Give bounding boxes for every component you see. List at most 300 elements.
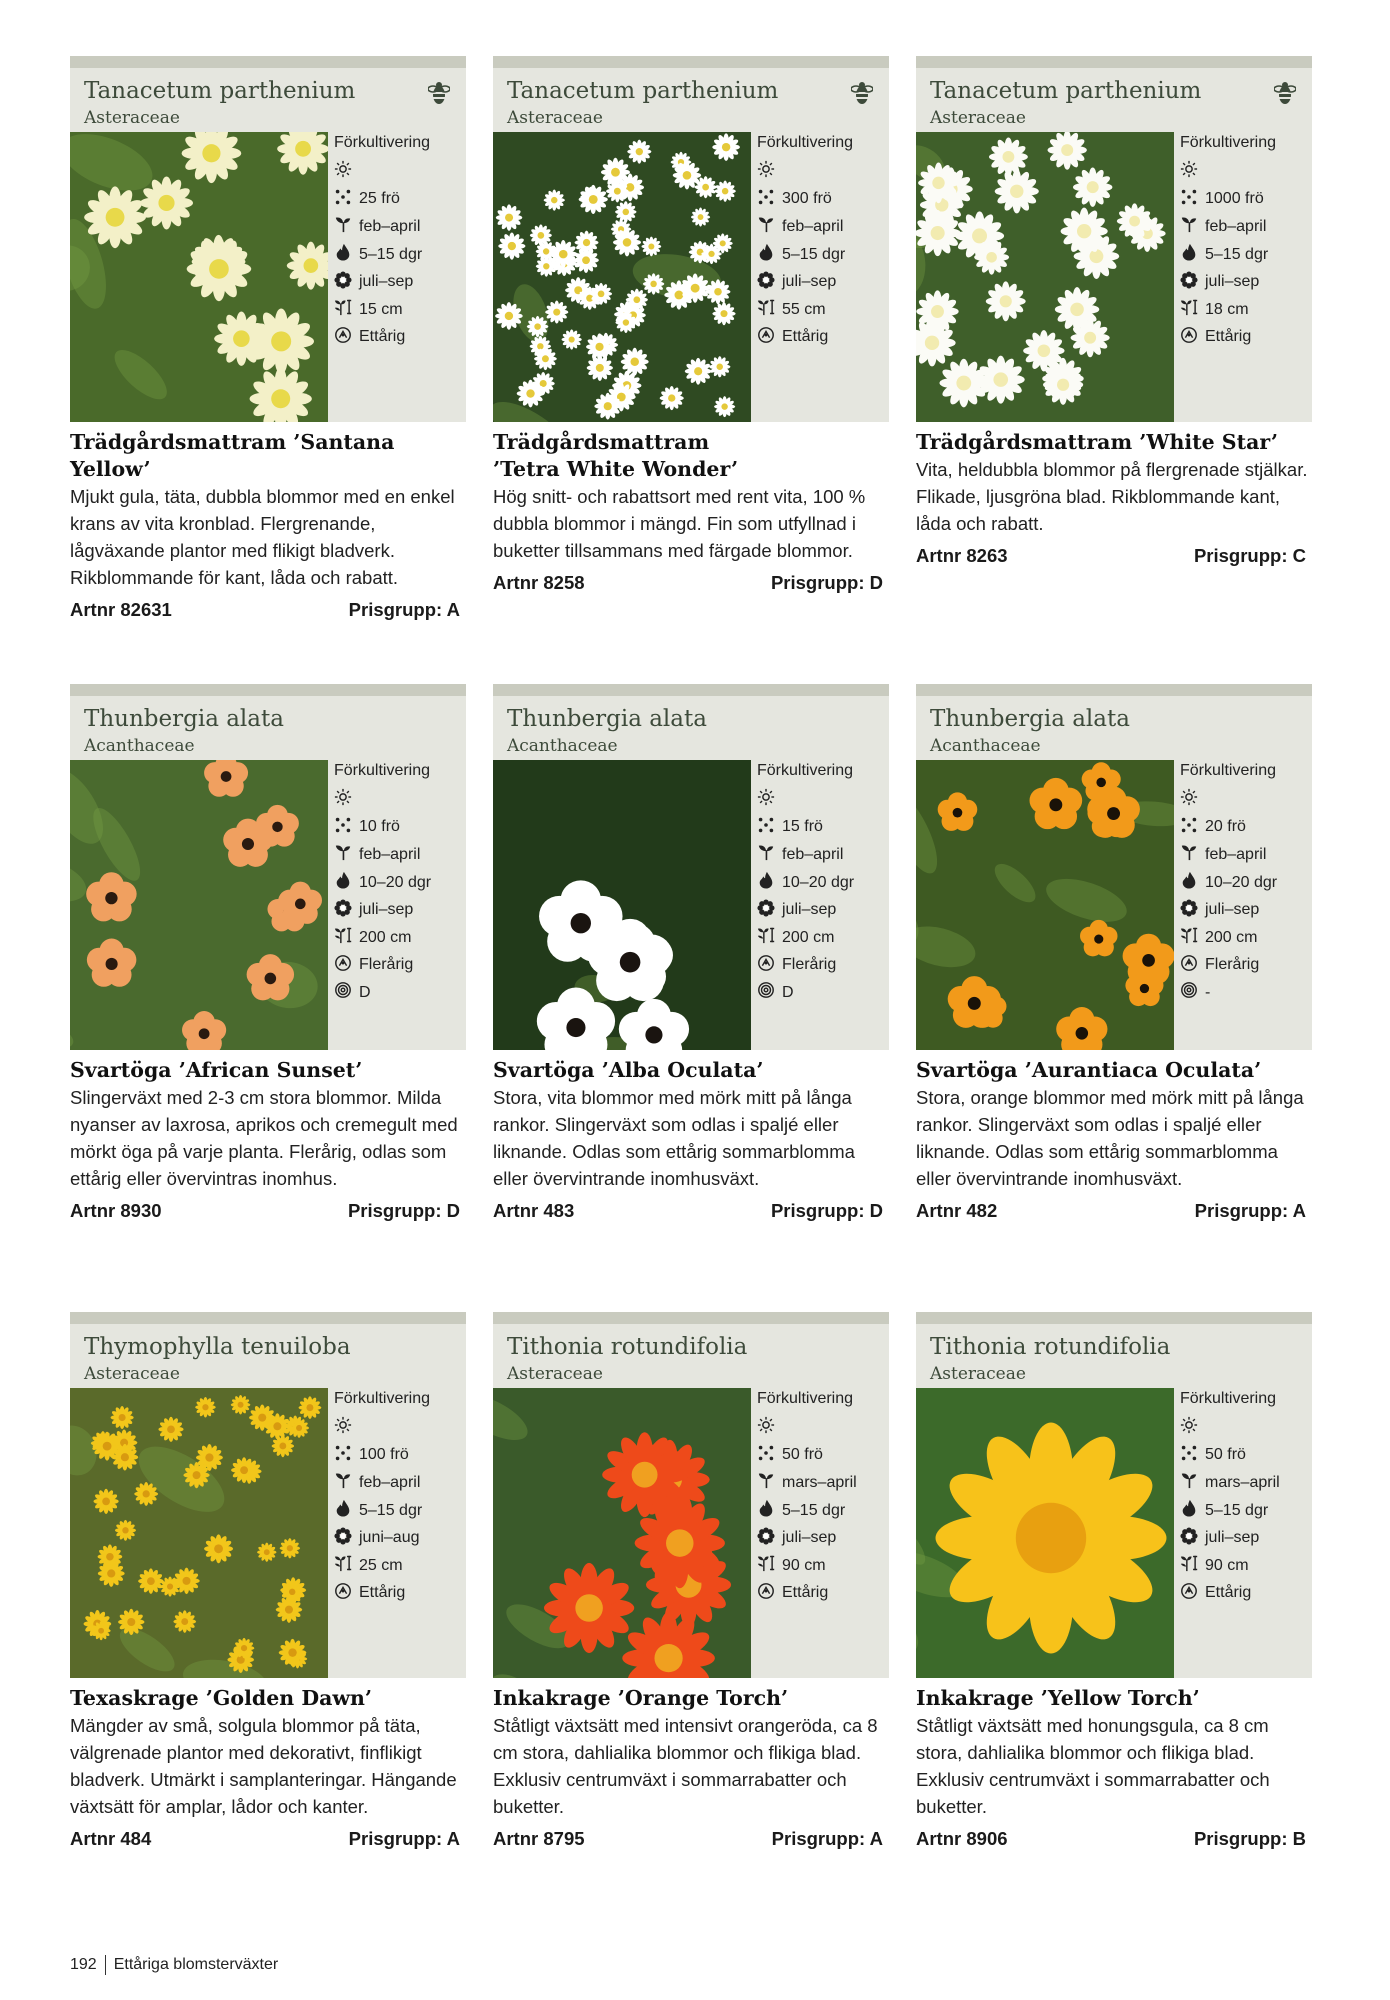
spec-seeds-value: 10 frö	[359, 818, 400, 836]
sowing-icon	[1180, 1471, 1205, 1494]
card-header	[70, 684, 466, 1050]
spec-temperature	[757, 1497, 887, 1525]
spec-seeds	[334, 814, 464, 842]
temp-icon	[334, 1499, 359, 1522]
plant-family: Acanthaceae	[507, 736, 618, 756]
spec-sowing-value: mars–april	[1205, 1473, 1280, 1491]
article-number: Artnr 483	[493, 1200, 575, 1221]
sowing-icon	[757, 215, 782, 238]
sun-icon	[1180, 160, 1205, 183]
sun-icon	[757, 160, 782, 183]
flower-icon	[334, 271, 359, 294]
spec-lifecycle	[1180, 1580, 1310, 1608]
product-name-line1: Inkakrage ’Orange Torch’	[493, 1686, 789, 1710]
seeds-icon	[1180, 816, 1205, 839]
product-name-line1: Svartöga ’Aurantiaca Oculata’	[916, 1058, 1262, 1082]
spec-lifecycle	[334, 952, 464, 980]
seeds-icon	[1180, 1444, 1205, 1467]
sun-icon	[757, 788, 782, 811]
product-photo	[916, 132, 1174, 422]
latin-name: Thymophylla tenuiloba	[84, 1334, 351, 1360]
product-name	[70, 1685, 466, 1712]
temp-icon	[1180, 243, 1205, 266]
spec-heading: Förkultivering	[757, 762, 854, 779]
card-header	[493, 1312, 889, 1678]
seeds-icon	[334, 816, 359, 839]
spec-temperature	[1180, 241, 1310, 269]
product-name	[70, 429, 466, 483]
sowing-icon	[757, 843, 782, 866]
product-meta	[70, 599, 466, 621]
seeds-icon	[1180, 188, 1205, 211]
sowing-icon	[334, 215, 359, 238]
product-name	[70, 1057, 466, 1084]
spec-temperature	[757, 869, 887, 897]
spec-seeds-value: 1000 frö	[1205, 190, 1264, 208]
product-name	[916, 429, 1312, 456]
flower-icon	[1180, 899, 1205, 922]
product-meta	[493, 572, 889, 594]
spec-sowing-value: feb–april	[359, 217, 421, 235]
spec-bloom-value: juli–sep	[359, 901, 414, 919]
spec-height	[1180, 924, 1310, 952]
sowing-icon	[1180, 215, 1205, 238]
spec-height	[757, 1552, 887, 1580]
spec-list	[334, 1388, 464, 1607]
product-card	[70, 1312, 466, 1850]
spec-sowing	[1180, 841, 1310, 869]
spec-bloom	[757, 896, 887, 924]
spec-sowing	[757, 213, 887, 241]
spec-seeds-value: 20 frö	[1205, 818, 1246, 836]
price-group: Prisgrupp: A	[348, 1828, 460, 1849]
height-icon	[1180, 926, 1205, 949]
price-group: Prisgrupp: D	[347, 1200, 460, 1221]
spec-sowing	[757, 841, 887, 869]
bee-icon	[851, 80, 873, 106]
article-number: Artnr 8795	[493, 1828, 585, 1849]
spec-height	[334, 924, 464, 952]
price-group: Prisgrupp: C	[1193, 545, 1306, 566]
spec-sun	[334, 158, 464, 186]
spec-temperature-value: 5–15 dgr	[359, 1501, 423, 1519]
price-group: Prisgrupp: A	[1194, 1200, 1306, 1221]
product-card	[493, 56, 889, 594]
sun-icon	[1180, 1416, 1205, 1439]
spec-list	[334, 760, 464, 1007]
spec-heading: Förkultivering	[1180, 1390, 1277, 1407]
plant-family: Asteraceae	[930, 1364, 1026, 1384]
plant-family: Asteraceae	[84, 108, 180, 128]
card-header	[916, 1312, 1312, 1678]
article-number: Artnr 8263	[916, 545, 1008, 566]
plant-family: Asteraceae	[507, 108, 603, 128]
spec-bloom	[757, 268, 887, 296]
plant-family: Asteraceae	[930, 108, 1026, 128]
article-number: Artnr 8906	[916, 1828, 1008, 1849]
article-number: Artnr 8930	[70, 1200, 162, 1221]
spec-sowing	[757, 1469, 887, 1497]
spec-seeds-value: 100 frö	[359, 1446, 409, 1464]
sun-icon	[1180, 788, 1205, 811]
spec-lifecycle-value: Ettårig	[359, 1584, 406, 1602]
spec-lifecycle	[757, 1580, 887, 1608]
spec-heading: Förkultivering	[757, 134, 854, 151]
life-icon	[334, 1582, 359, 1605]
sowing-icon	[334, 1471, 359, 1494]
product-photo	[70, 132, 328, 422]
spec-bloom	[1180, 1524, 1310, 1552]
latin-name: Tanacetum parthenium	[84, 78, 356, 104]
spec-lifecycle-value: Flerårig	[359, 956, 414, 974]
price-group: Prisgrupp: A	[771, 1828, 883, 1849]
product-card	[916, 1312, 1312, 1850]
product-name	[493, 429, 889, 483]
spec-height-value: 90 cm	[782, 1556, 826, 1574]
article-number: Artnr 82631	[70, 599, 172, 620]
spec-height-value: 90 cm	[1205, 1556, 1249, 1574]
spec-sowing-value: feb–april	[359, 845, 421, 863]
spec-sowing	[1180, 1469, 1310, 1497]
spec-sowing-value: feb–april	[1205, 217, 1267, 235]
spec-seeds	[1180, 814, 1310, 842]
life-icon	[334, 326, 359, 349]
temp-icon	[334, 243, 359, 266]
product-description: Slingerväxt med 2-3 cm stora blommor. Milda nyanser av laxrosa, aprikos och cremegult med mörkt öga på varje planta. Flerårig, odlas som ettårig eller övervintras inomhus.	[70, 1087, 458, 1189]
spec-sun	[334, 1414, 464, 1442]
flower-icon	[757, 899, 782, 922]
height-icon	[334, 926, 359, 949]
spec-list	[1180, 132, 1310, 351]
spec-sun	[1180, 1414, 1310, 1442]
spec-sun	[334, 786, 464, 814]
spec-height-value: 200 cm	[782, 928, 835, 946]
product-meta	[493, 1200, 889, 1222]
plant-family: Asteraceae	[84, 1364, 180, 1384]
product-description: Ståtligt växtsätt med honungsgula, ca 8 cm stora, dahlialika blommor och flikiga blad. Exklusiv centrumväxt i sommarrabatter och buketter.	[916, 1715, 1270, 1817]
product-description: Stora, vita blommor med mörk mitt på långa rankor. Slingerväxt som odlas i spaljé eller liknande. Odlas som ettårig sommarblomma eller övervintrande inomhusväxt.	[493, 1087, 855, 1189]
seeds-icon	[757, 816, 782, 839]
product-name-line1: Trädgårdsmattram	[493, 430, 710, 454]
spec-sowing-value: mars–april	[782, 1473, 857, 1491]
latin-name: Tithonia rotundifolia	[930, 1334, 1171, 1360]
latin-name: Thunbergia alata	[507, 706, 707, 732]
spec-seeds-value: 15 frö	[782, 818, 823, 836]
product-photo	[916, 1388, 1174, 1678]
article-number: Artnr 482	[916, 1200, 998, 1221]
card-header	[916, 56, 1312, 422]
spec-lifecycle-value: Ettårig	[359, 328, 406, 346]
spec-height-value: 200 cm	[359, 928, 412, 946]
spec-lifecycle-value: Ettårig	[782, 1584, 829, 1602]
spec-sowing-value: feb–april	[782, 845, 844, 863]
sun-icon	[757, 1416, 782, 1439]
pot-icon	[1180, 981, 1205, 1004]
page-footer	[70, 1955, 278, 1975]
spec-temperature-value: 10–20 dgr	[782, 873, 855, 891]
article-number: Artnr 484	[70, 1828, 152, 1849]
spec-height	[334, 296, 464, 324]
product-card	[916, 56, 1312, 567]
spec-seeds	[334, 186, 464, 214]
bee-icon	[1274, 80, 1296, 106]
spec-sowing-value: feb–april	[1205, 845, 1267, 863]
spec-sun	[757, 786, 887, 814]
spec-lifecycle-value: Ettårig	[782, 328, 829, 346]
spec-list	[757, 1388, 887, 1607]
product-card	[70, 684, 466, 1222]
spec-heading: Förkultivering	[334, 134, 431, 151]
temp-icon	[334, 871, 359, 894]
spec-height	[757, 924, 887, 952]
spec-lifecycle-value: Flerårig	[782, 956, 837, 974]
product-meta	[916, 545, 1312, 567]
sowing-icon	[757, 1471, 782, 1494]
sowing-icon	[334, 843, 359, 866]
product-description: Stora, orange blommor med mörk mitt på långa rankor. Slingerväxt som odlas i spaljé eller liknande. Odlas som ettårig sommarblomma eller övervintrande inomhusväxt.	[916, 1087, 1304, 1189]
product-description: Mjukt gula, täta, dubbla blommor med en enkel krans av vita kronblad. Flergrenande, lågväxande plantor med flikigt bladverk. Rikblommande för kant, låda och rabatt.	[70, 486, 455, 588]
pot-icon	[334, 981, 359, 1004]
spec-sowing-value: feb–april	[359, 1473, 421, 1491]
product-name	[916, 1685, 1312, 1712]
product-meta	[70, 1828, 466, 1850]
flower-icon	[1180, 1527, 1205, 1550]
spec-sun	[757, 1414, 887, 1442]
product-card	[493, 684, 889, 1222]
product-name-line1: Trädgårdsmattram ’Santana Yellow’	[70, 430, 395, 481]
spec-lifecycle	[757, 324, 887, 352]
height-icon	[334, 1554, 359, 1577]
spec-lifecycle	[757, 952, 887, 980]
spec-sowing	[1180, 213, 1310, 241]
spec-sun	[1180, 786, 1310, 814]
seeds-icon	[334, 188, 359, 211]
spec-temperature-value: 5–15 dgr	[782, 1501, 846, 1519]
height-icon	[757, 298, 782, 321]
spec-temperature	[757, 241, 887, 269]
life-icon	[757, 1582, 782, 1605]
spec-temperature	[334, 869, 464, 897]
card-header	[70, 1312, 466, 1678]
price-group: Prisgrupp: D	[770, 1200, 883, 1221]
product-photo	[493, 132, 751, 422]
product-photo	[70, 1388, 328, 1678]
spec-bloom	[334, 1524, 464, 1552]
product-card	[493, 1312, 889, 1850]
flower-icon	[757, 271, 782, 294]
spec-bloom	[757, 1524, 887, 1552]
spec-sun	[1180, 158, 1310, 186]
height-icon	[334, 298, 359, 321]
card-header	[493, 56, 889, 422]
sun-icon	[334, 1416, 359, 1439]
spec-height	[1180, 1552, 1310, 1580]
plant-family: Acanthaceae	[930, 736, 1041, 756]
spec-seeds	[1180, 1442, 1310, 1470]
sun-icon	[334, 160, 359, 183]
page-number: 192	[70, 1956, 97, 1974]
product-meta	[70, 1200, 466, 1222]
pot-icon	[757, 981, 782, 1004]
spec-lifecycle	[1180, 952, 1310, 980]
spec-temperature	[1180, 869, 1310, 897]
plant-family: Asteraceae	[507, 1364, 603, 1384]
height-icon	[757, 1554, 782, 1577]
flower-icon	[334, 1527, 359, 1550]
spec-seeds-value: 50 frö	[1205, 1446, 1246, 1464]
product-name	[916, 1057, 1312, 1084]
spec-bloom-value: juli–sep	[782, 273, 837, 291]
spec-bloom-value: juli–sep	[359, 273, 414, 291]
spec-seeds	[757, 1442, 887, 1470]
life-icon	[1180, 1582, 1205, 1605]
spec-seeds-value: 25 frö	[359, 190, 400, 208]
spec-temperature-value: 5–15 dgr	[1205, 245, 1269, 263]
sowing-icon	[1180, 843, 1205, 866]
spec-bloom	[1180, 268, 1310, 296]
card-header	[916, 684, 1312, 1050]
plant-family: Acanthaceae	[84, 736, 195, 756]
spec-seeds	[1180, 186, 1310, 214]
bee-icon	[428, 80, 450, 106]
spec-lifecycle	[334, 324, 464, 352]
seeds-icon	[757, 1444, 782, 1467]
product-photo	[493, 1388, 751, 1678]
spec-heading: Förkultivering	[334, 762, 431, 779]
product-description: Hög snitt- och rabattsort med rent vita, 100 % dubbla blommor i mängd. Fin som utfyllnad i buketter tillsammans med färgade blommor.	[493, 486, 866, 561]
spec-lifecycle-value: Flerårig	[1205, 956, 1260, 974]
spec-bloom-value: juli–sep	[1205, 1529, 1260, 1547]
height-icon	[757, 926, 782, 949]
spec-heading: Förkultivering	[1180, 762, 1277, 779]
product-name-line2: ’Tetra White Wonder’	[493, 457, 739, 481]
life-icon	[334, 954, 359, 977]
temp-icon	[757, 871, 782, 894]
article-number: Artnr 8258	[493, 572, 585, 593]
spec-seeds-value: 50 frö	[782, 1446, 823, 1464]
spec-sowing	[334, 1469, 464, 1497]
spec-lifecycle	[1180, 324, 1310, 352]
height-icon	[1180, 298, 1205, 321]
spec-list	[334, 132, 464, 351]
spec-lifecycle	[334, 1580, 464, 1608]
spec-heading: Förkultivering	[757, 1390, 854, 1407]
height-icon	[1180, 1554, 1205, 1577]
product-photo	[916, 760, 1174, 1050]
spec-sun	[757, 158, 887, 186]
product-meta	[916, 1828, 1312, 1850]
spec-bloom-value: juli–sep	[782, 901, 837, 919]
product-card	[70, 56, 466, 621]
latin-name: Thunbergia alata	[930, 706, 1130, 732]
spec-temperature	[334, 1497, 464, 1525]
spec-temperature	[334, 241, 464, 269]
spec-list	[1180, 760, 1310, 1007]
product-name-line1: Trädgårdsmattram ’White Star’	[916, 430, 1279, 454]
life-icon	[757, 954, 782, 977]
latin-name: Tanacetum parthenium	[507, 78, 779, 104]
product-name-line1: Svartöga ’African Sunset’	[70, 1058, 363, 1082]
spec-temperature-value: 10–20 dgr	[1205, 873, 1278, 891]
spec-seeds	[334, 1442, 464, 1470]
seeds-icon	[757, 188, 782, 211]
life-icon	[1180, 326, 1205, 349]
sun-icon	[334, 788, 359, 811]
product-meta	[916, 1200, 1312, 1222]
product-card	[916, 684, 1312, 1222]
price-group: Prisgrupp: A	[348, 599, 460, 620]
latin-name: Tanacetum parthenium	[930, 78, 1202, 104]
spec-pot-size	[757, 979, 887, 1007]
spec-lifecycle-value: Ettårig	[1205, 1584, 1252, 1602]
spec-height	[1180, 296, 1310, 324]
product-meta	[493, 1828, 889, 1850]
spec-bloom	[1180, 896, 1310, 924]
spec-bloom	[334, 896, 464, 924]
flower-icon	[1180, 271, 1205, 294]
spec-height-value: 15 cm	[359, 300, 403, 318]
spec-temperature-value: 5–15 dgr	[359, 245, 423, 263]
product-photo	[493, 760, 751, 1050]
flower-icon	[757, 1527, 782, 1550]
spec-height-value: 200 cm	[1205, 928, 1258, 946]
spec-pot-size	[334, 979, 464, 1007]
spec-heading: Förkultivering	[334, 1390, 431, 1407]
spec-lifecycle-value: Ettårig	[1205, 328, 1252, 346]
spec-bloom-value: juli–sep	[782, 1529, 837, 1547]
latin-name: Tithonia rotundifolia	[507, 1334, 748, 1360]
temp-icon	[757, 1499, 782, 1522]
spec-seeds	[757, 186, 887, 214]
spec-temperature-value: 10–20 dgr	[359, 873, 432, 891]
spec-sowing	[334, 213, 464, 241]
spec-bloom-value: juli–sep	[1205, 273, 1260, 291]
temp-icon	[757, 243, 782, 266]
spec-pot-size-value: -	[1205, 983, 1211, 1001]
product-description: Mängder av små, solgula blommor på täta, välgrenade plantor med dekorativt, finflikigt bladverk. Utmärkt i samplanteringar. Hängande växtsätt för amplar, lådor och kanter.	[70, 1715, 457, 1817]
product-name	[493, 1057, 889, 1084]
temp-icon	[1180, 1499, 1205, 1522]
spec-height-value: 55 cm	[782, 300, 826, 318]
price-group: Prisgrupp: B	[1193, 1828, 1306, 1849]
spec-sowing	[334, 841, 464, 869]
section-name: Ettåriga blomsterväxter	[113, 1956, 279, 1974]
product-description: Vita, heldubbla blommor på flergrenade stjälkar. Flikade, ljusgröna blad. Rikblommande kant, låda och rabatt.	[916, 459, 1308, 534]
product-name-line1: Svartöga ’Alba Oculata’	[493, 1058, 764, 1082]
product-name	[493, 1685, 889, 1712]
spec-list	[1180, 1388, 1310, 1607]
spec-pot-size	[1180, 979, 1310, 1007]
latin-name: Thunbergia alata	[84, 706, 284, 732]
product-name-line1: Texaskrage ’Golden Dawn’	[70, 1686, 373, 1710]
flower-icon	[334, 899, 359, 922]
seeds-icon	[334, 1444, 359, 1467]
price-group: Prisgrupp: D	[770, 572, 883, 593]
product-name-line1: Inkakrage ’Yellow Torch’	[916, 1686, 1200, 1710]
spec-seeds-value: 300 frö	[782, 190, 832, 208]
spec-height	[334, 1552, 464, 1580]
spec-temperature-value: 5–15 dgr	[782, 245, 846, 263]
spec-height-value: 18 cm	[1205, 300, 1249, 318]
spec-temperature	[1180, 1497, 1310, 1525]
spec-height-value: 25 cm	[359, 1556, 403, 1574]
life-icon	[757, 326, 782, 349]
spec-heading: Förkultivering	[1180, 134, 1277, 151]
spec-temperature-value: 5–15 dgr	[1205, 1501, 1269, 1519]
temp-icon	[1180, 871, 1205, 894]
spec-seeds	[757, 814, 887, 842]
card-header	[70, 56, 466, 422]
